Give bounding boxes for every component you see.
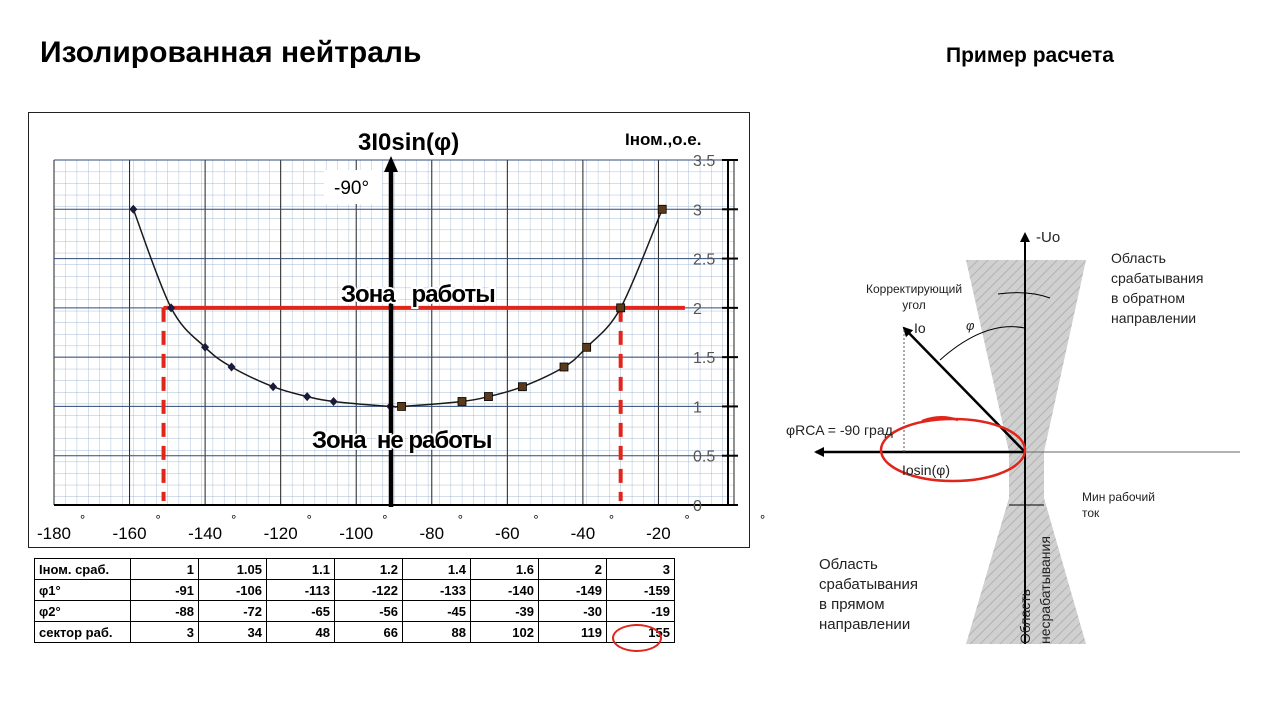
y-tick-label: 1.5 <box>693 350 716 368</box>
y-axis-label: Iном.,о.е. <box>625 130 702 149</box>
chart-title: 3I0sin(φ) <box>358 129 460 156</box>
io-label: Io <box>914 320 926 336</box>
nonwork-area-label-2: несрабатывания <box>1037 536 1053 644</box>
x-tick-degree: ° <box>760 512 766 527</box>
y-tick-label: 2.5 <box>693 251 716 269</box>
table-cell: -91 <box>131 580 199 601</box>
reverse-zone-label: Область срабатывания в обратном направлении <box>1111 250 1204 326</box>
y-tick-label: 3 <box>693 202 702 220</box>
angle-label: -90° <box>334 178 370 199</box>
table-cell: -133 <box>403 580 471 601</box>
table-cell: 48 <box>267 622 335 643</box>
y-tick-label: 1 <box>693 399 702 417</box>
table-cell: 66 <box>335 622 403 643</box>
zone-nowork-label: Зона не работы <box>312 427 492 454</box>
x-tick-degree: ° <box>306 512 312 527</box>
data-point-square <box>458 398 466 406</box>
chart <box>28 112 766 548</box>
table-cell: -45 <box>403 601 471 622</box>
data-point-square <box>398 402 406 410</box>
y-tick-label: 0 <box>693 498 702 515</box>
table-cell: 1.2 <box>335 559 403 580</box>
table-cell: -106 <box>199 580 267 601</box>
table-cell: 119 <box>539 622 607 643</box>
iosin-label: Iosin(φ) <box>902 462 950 478</box>
data-point-square <box>484 393 492 401</box>
angle-label-box <box>324 170 382 204</box>
rca-label: φRCA = -90 град <box>786 422 893 438</box>
table-cell: 88 <box>403 622 471 643</box>
table-cell: -159 <box>607 580 675 601</box>
table-cell: -149 <box>539 580 607 601</box>
x-tick-label: -160 <box>112 524 147 543</box>
x-tick-label: -120 <box>263 524 298 543</box>
table-row <box>35 622 675 643</box>
x-tick-degree: ° <box>457 512 463 527</box>
table-cell: 155 <box>607 622 675 643</box>
y-tick-label: 2 <box>693 300 702 318</box>
correcting-angle-label: Корректирующий угол <box>866 282 963 312</box>
uo-label: -Uo <box>1036 229 1061 246</box>
phi-label: φ <box>966 318 975 333</box>
table-cell: -72 <box>199 601 267 622</box>
data-point-square <box>658 205 666 213</box>
data-table <box>34 558 675 643</box>
x-tick-degree: ° <box>231 512 237 527</box>
x-tick-degree: ° <box>533 512 539 527</box>
table-cell: 34 <box>199 622 267 643</box>
table-cell: 1.4 <box>403 559 471 580</box>
data-point-square <box>617 304 625 312</box>
table-cell: 1.05 <box>199 559 267 580</box>
x-axis-ticks <box>37 512 765 543</box>
table-cell: -122 <box>335 580 403 601</box>
min-current-label: Мин рабочий ток <box>1082 490 1155 520</box>
data-point-square <box>518 383 526 391</box>
example-title: Пример расчета <box>946 44 1114 67</box>
row-label: φ1° <box>35 580 131 601</box>
table-cell: 1 <box>131 559 199 580</box>
table-cell: 3 <box>131 622 199 643</box>
x-tick-degree: ° <box>382 512 388 527</box>
slide-title: Изолированная нейтраль <box>40 36 422 69</box>
table-cell: -56 <box>335 601 403 622</box>
x-tick-degree: ° <box>80 512 86 527</box>
table-cell: -113 <box>267 580 335 601</box>
table-row <box>35 601 675 622</box>
x-tick-degree: ° <box>684 512 690 527</box>
table-cell: 1.1 <box>267 559 335 580</box>
row-label: сектор раб. <box>35 622 131 643</box>
forward-zone-label: Область срабатывания в прямом направлении <box>819 556 919 633</box>
table-cell: -30 <box>539 601 607 622</box>
x-tick-label: -60 <box>495 524 520 543</box>
table-cell: -88 <box>131 601 199 622</box>
table-row <box>35 559 675 580</box>
x-tick-label: -140 <box>188 524 223 543</box>
row-label: φ2° <box>35 601 131 622</box>
zone-work-label: Зона работы <box>341 281 495 308</box>
x-tick-label: -20 <box>646 524 671 543</box>
table-cell: 1.6 <box>471 559 539 580</box>
table-cell: 2 <box>539 559 607 580</box>
table-cell: 3 <box>607 559 675 580</box>
x-tick-label: -100 <box>339 524 374 543</box>
y-tick-label: 3.5 <box>693 153 716 170</box>
table-cell: -140 <box>471 580 539 601</box>
x-tick-label: -40 <box>570 524 596 543</box>
table-row <box>35 580 675 601</box>
highlight-circle <box>612 624 662 652</box>
x-tick-degree: ° <box>155 512 161 527</box>
y-tick-label: 0.5 <box>693 448 716 466</box>
data-point-square <box>583 343 591 351</box>
x-tick-label: -180 <box>36 524 72 543</box>
table-cell: -65 <box>267 601 335 622</box>
table-cell: -19 <box>607 601 675 622</box>
x-tick-label: -80 <box>419 524 445 543</box>
data-point-square <box>560 363 568 371</box>
table-cell: 102 <box>471 622 539 643</box>
table-cell: -39 <box>471 601 539 622</box>
x-tick-degree: ° <box>608 512 615 527</box>
row-label: Iном. сраб. <box>35 559 131 580</box>
nonwork-area-label-1: Область <box>1017 589 1033 644</box>
